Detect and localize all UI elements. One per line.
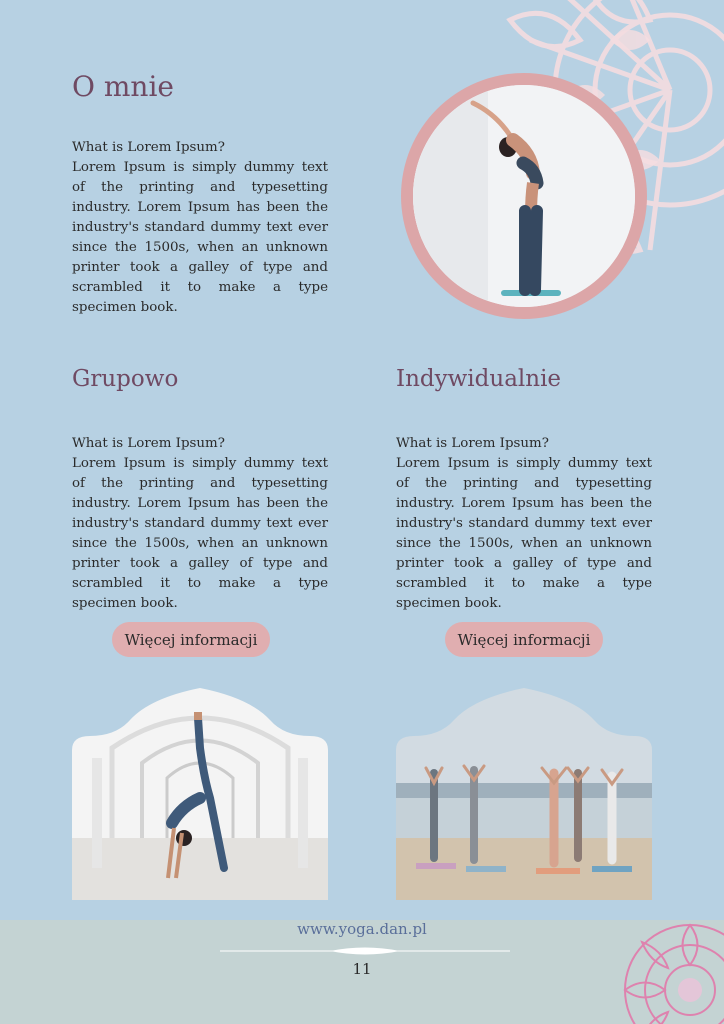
group-photo: [72, 688, 328, 900]
group-question: What is Lorem Ipsum?: [72, 436, 225, 451]
individual-heading: Indywidualnie: [396, 366, 562, 392]
group-heading: Grupowo: [72, 366, 179, 392]
individual-more-info-button[interactable]: Więcej informacji: [445, 622, 603, 657]
website-link[interactable]: www.yoga.dan.pl: [297, 920, 427, 938]
mandala-decoration: [580, 880, 724, 1024]
individual-photo: [396, 688, 652, 900]
individual-text: [396, 434, 652, 614]
page-number: 11: [352, 960, 372, 978]
individual-question: What is Lorem Ipsum?: [396, 436, 549, 451]
about-photo: [413, 85, 635, 307]
group-body: Lorem Ipsum is simply dummy text of the printing and typesetting industry. Lorem Ipsum has been the industry's standard dummy text ever since the 1500s, when an unknown printer took a galley of type and scrambled it to make a type specimen book.: [72, 456, 328, 611]
about-question: What is Lorem Ipsum?: [72, 140, 225, 155]
about-body: Lorem Ipsum is simply dummy text of the printing and typesetting industry. Lorem Ipsum has been the industry's standard dummy text ever since the 1500s, when an unknown printer took a galley of type and scrambled it to make a type specimen book.: [72, 160, 328, 315]
about-photo-frame: [401, 73, 647, 319]
individual-body: Lorem Ipsum is simply dummy text of the printing and typesetting industry. Lorem Ipsum has been the industry's standard dummy text ever since the 1500s, when an unknown printer took a galley of type and scrambled it to make a type specimen book.: [396, 456, 652, 611]
group-text: [72, 434, 328, 614]
ornament-divider: [220, 944, 510, 958]
about-text: [72, 138, 328, 318]
group-more-info-button[interactable]: Więcej informacji: [112, 622, 270, 657]
about-heading: O mnie: [72, 70, 174, 103]
